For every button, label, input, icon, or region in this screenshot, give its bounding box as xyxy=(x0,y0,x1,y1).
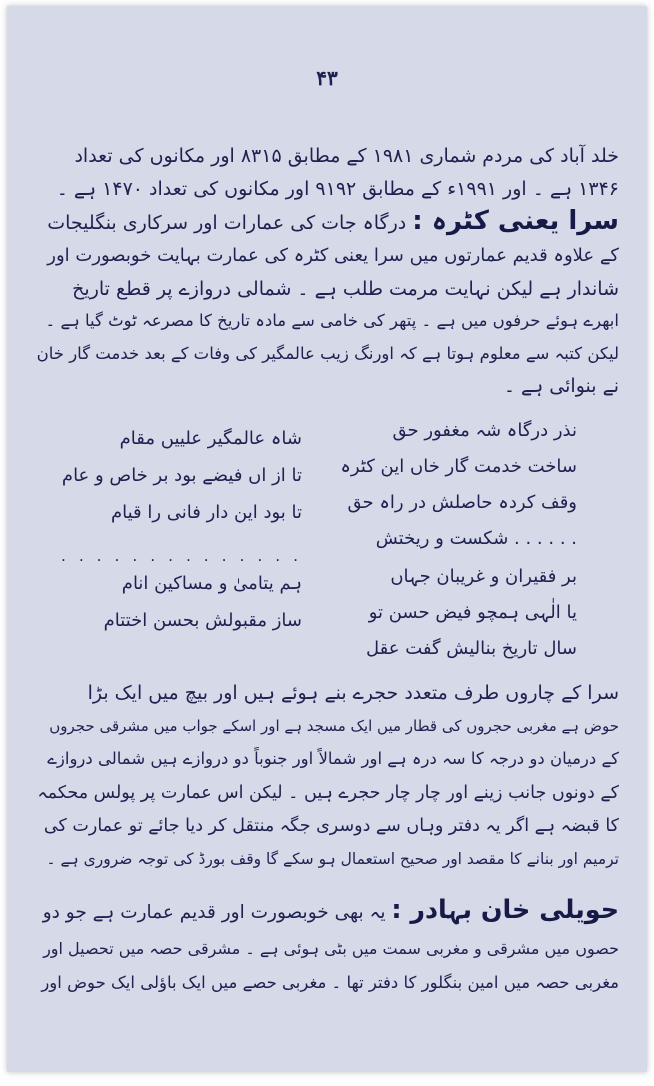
paragraph-line: لیکن کتبہ سے معلوم ہوتا ہے کہ اورنگ زیب عالمگیر کی وفات کے بعد خدمت گار خان xyxy=(36,344,619,363)
poem-verse: تا بود این دار فانی را قیام xyxy=(110,502,302,523)
paragraph-line: خلد آباد کی مردم شماری ۱۹۸۱ کے مطابق ۸۳۱۵ اور مکانوں کی تعداد xyxy=(74,145,619,167)
paragraph-line: سرا کے چاروں طرف متعدد حجرے بنے ہوئے ہیں اور بیچ میں ایک بڑا xyxy=(87,682,619,704)
poem-verse: ہم یتامیٰ و مساکین انام xyxy=(121,573,302,594)
paragraph-line: ۱۳۴۶ ہے ۔ اور ۱۹۹۱ء کے مطابق ۹۱۹۲ اور مکانوں کی تعداد ۱۴۷۰ ہے ۔ xyxy=(56,178,619,200)
page-number: ۴۳ xyxy=(316,66,338,90)
paragraph-line: ترمیم اور بنانے کا مقصد اور صحیح استعمال ہو سکے گا وقف بورڈ کی توجہ ضروری ہے ۔ xyxy=(46,850,619,868)
poem-verse: تا از اں فیضے بود بر خاص و عام xyxy=(61,465,302,486)
section-heading-haveli: حویلی خان بہادر : xyxy=(391,894,619,924)
paragraph-line: کا قبضہ ہے اگر یہ دفتر وہاں سے دوسری جگہ منتقل کر دیا جائے تو عمارت کی xyxy=(43,816,619,836)
poem-verse: شاہ عالمگیر علییں مقام xyxy=(119,428,302,449)
paragraph-line: حصوں میں مشرقی و مغربی سمت میں بٹی ہوئی ہے ۔ مشرقی حصہ میں تحصیل اور xyxy=(43,939,619,958)
paragraph-line: کے دونوں جانب زینے اور چار چار حجرے ہیں ۔ لیکن اس عمارت پر پولس محکمہ xyxy=(37,783,619,803)
paragraph-text: درگاہ جات کی عمارات اور سرکاری بنگلیجات xyxy=(47,212,407,234)
paragraph-line: شاندار ہے لیکن نہایت مرمت طلب ہے ۔ شمالی دروازے پر قطع تاریخ xyxy=(72,278,619,300)
paragraph-line: مغربی حصہ میں امین بنگلور کا دفتر تھا ۔ مغربی حصے میں ایک باؤلی ایک حوض اور xyxy=(41,973,619,992)
paragraph-text: یہ بھی خوبصورت اور قدیم عمارت ہے جو دو xyxy=(42,902,386,923)
poem-verse: . . . . . . شکست و ریختش xyxy=(375,528,577,549)
paragraph-line: نے بنوائی ہے ۔ xyxy=(503,375,619,397)
poem-verse: سال تاریخ بنالیش گفت عقل xyxy=(366,638,577,659)
section-heading-line xyxy=(33,894,619,928)
paragraph-line: ابھرے ہوئے حرفوں میں ہے ۔ پتھر کی خامی سے مادہ تاریخ کا مصرعہ ٹوٹ گیا ہے ۔ xyxy=(45,311,619,330)
poem-verse: بر فقیران و غریبان جہاں xyxy=(390,566,577,587)
section-heading-line xyxy=(33,206,619,238)
book-page xyxy=(7,6,647,1072)
poem-verse: نذر درگاہ شہ مغفور حق xyxy=(392,420,577,441)
poem-verse: ساخت خدمت گار خاں این کٹرہ xyxy=(340,456,577,477)
poem-verse: . . . . . . . . . . . . . . xyxy=(60,547,302,565)
poem-verse: وقف کردہ حاصلش در راہ حق xyxy=(347,492,577,513)
paragraph-line: کے درمیان دو درجہ کا سہ درہ ہے اور شمالاً اور جنوباً دو دروازے ہیں شمالی دروازے xyxy=(47,749,619,768)
poem-verse: یا الٰہی ہمچو فیض حسن تو xyxy=(368,602,577,623)
paragraph-line: حوض ہے مغربی حجروں کی قطار میں ایک مسجد ہے اور اسکے جواب میں مشرقی حجروں xyxy=(49,717,619,735)
section-heading-sara: سرا یعنی کٹرہ : xyxy=(412,206,619,236)
poem-verse: ساز مقبولش بحسن اختتام xyxy=(103,610,302,631)
paragraph-line: کے علاوہ قدیم عمارتوں میں سرا یعنی کٹرہ کی عمارت بہایت خوبصورت اور xyxy=(47,245,619,266)
